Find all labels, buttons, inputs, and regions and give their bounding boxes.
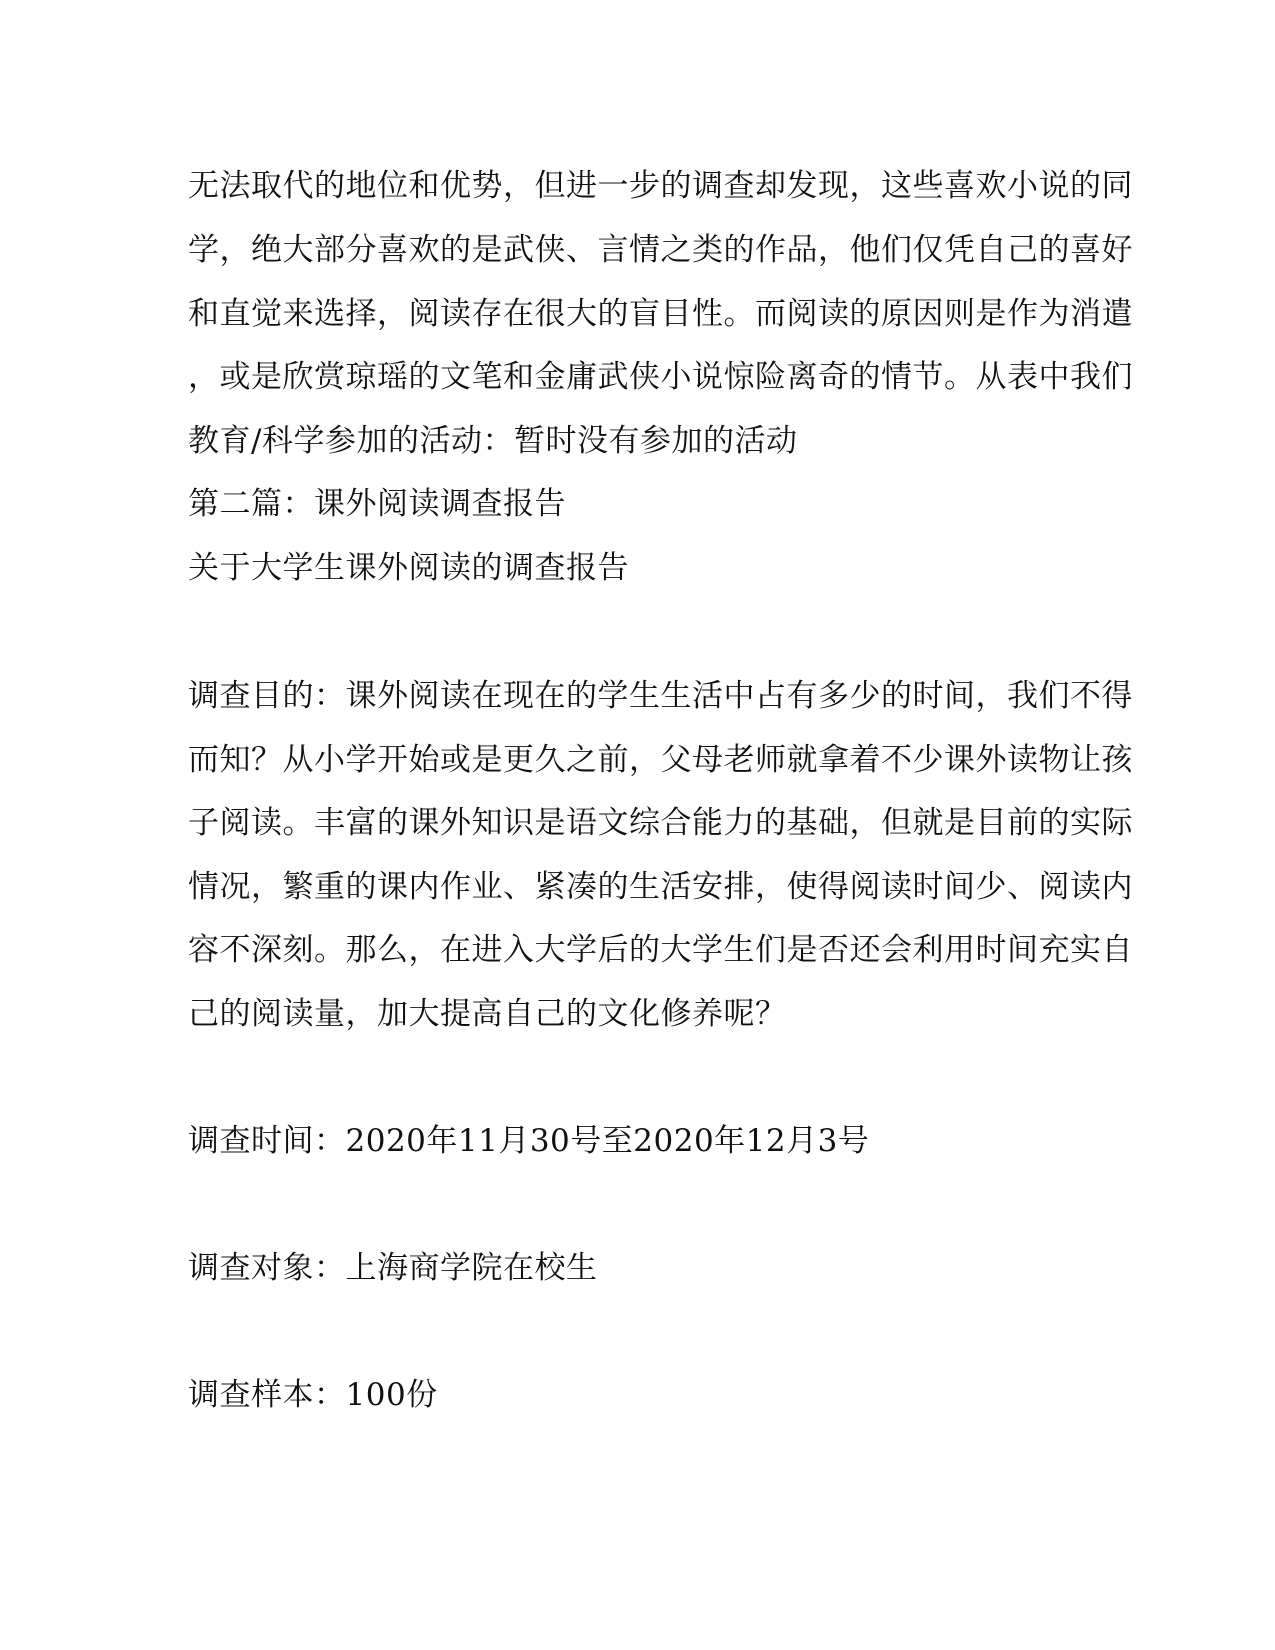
survey-time: 调查时间：2020年11月30号至2020年12月3号 <box>188 1123 870 1159</box>
survey-subject: 调查对象：上海商学院在校生 <box>188 1250 598 1286</box>
activity-line: 教育/科学参加的活动：暂时没有参加的活动 <box>188 423 798 459</box>
paragraph-line: 学，绝大部分喜欢的是武侠、言情之类的作品，他们仅凭自己的喜好 <box>188 232 1133 268</box>
report-title: 关于大学生课外阅读的调查报告 <box>188 550 629 586</box>
purpose-line: 情况，繁重的课内作业、紧凑的生活安排，使得阅读时间少、阅读内 <box>188 869 1133 905</box>
survey-sample: 调查样本：100份 <box>188 1377 438 1413</box>
purpose-line: 己的阅读量，加大提高自己的文化修养呢？ <box>188 996 787 1032</box>
section-heading: 第二篇：课外阅读调查报告 <box>188 486 566 522</box>
paragraph-line: 无法取代的地位和优势，但进一步的调查却发现，这些喜欢小说的同 <box>188 168 1133 204</box>
purpose-line: 调查目的：课外阅读在现在的学生生活中占有多少的时间，我们不得 <box>188 678 1133 714</box>
paragraph-line: ，或是欣赏琼瑶的文笔和金庸武侠小说惊险离奇的情节。从表中我们 <box>188 359 1133 395</box>
purpose-line: 容不深刻。那么，在进入大学后的大学生们是否还会利用时间充实自 <box>188 932 1133 968</box>
paragraph-line: 和直觉来选择，阅读存在很大的盲目性。而阅读的原因则是作为消遣 <box>188 296 1133 332</box>
purpose-line: 子阅读。丰富的课外知识是语文综合能力的基础，但就是目前的实际 <box>188 805 1133 841</box>
purpose-line: 而知？从小学开始或是更久之前，父母老师就拿着不少课外读物让孩 <box>188 742 1133 778</box>
